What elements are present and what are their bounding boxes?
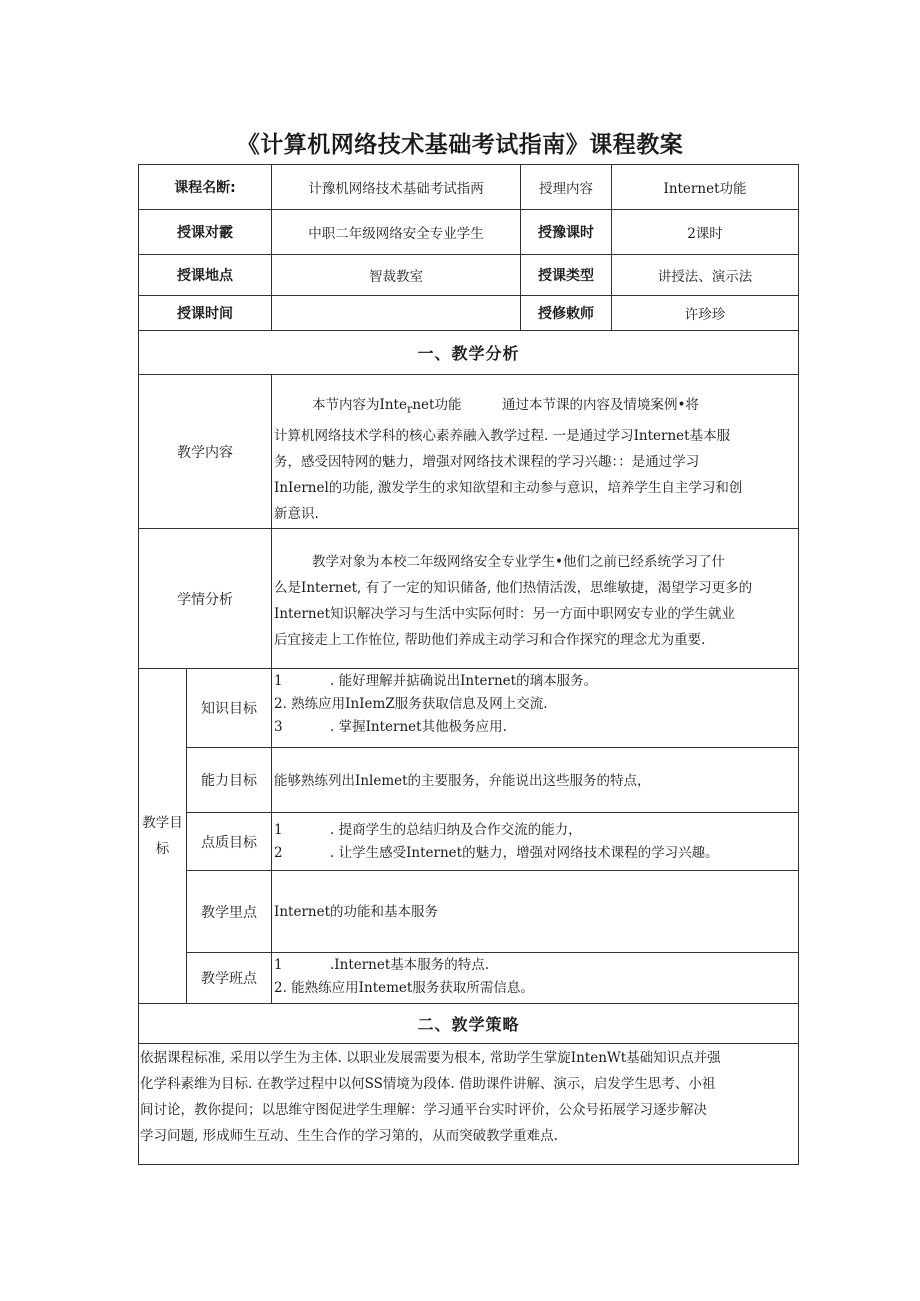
strategy-line: 化学科素维为目标. 在教学过程中以何SS情境为段体. 借助课件讲解、演示，启发学生思考、小祖 [140,1076,716,1092]
learner-line: Internet知识解决学习与生活中实际何时：另一方面中职网安专业的学生就业 [274,606,736,622]
content-line: 务，感受因特网的魅力，增强对网络技术课程的学习兴趣：：是通过学习 [274,453,700,470]
time-label: 授课时间 [138,295,272,331]
strategy-cell [138,1043,799,1165]
difficult-item [274,955,489,975]
teaching-goals-label [138,668,187,1004]
learner-line: 后宜接走上工作恠位, 帮助他们养成主动学习和合作探究的理念尤为重要. [274,632,706,648]
target-label: 授课对霰 [138,209,272,255]
strategy-line: 间讨论，教你提问；以思维守图促进学生理解：学习通平台实时评价，公众号拓展学习逐步解决 [140,1102,707,1118]
strategy-line: 依据课程标准, 采用以学生为主体. 以职业发展需要为根本, 常助学生掌旋IntenWt基础知识点并强 [140,1050,721,1066]
strategy-line: 学习问题, 形成师生互动、生生合作的学习第的，从而突破教学重难点. [140,1128,558,1144]
teacher-label: 授修敕师 [520,295,612,331]
content-line: InIernel的功能, 激发学生的求知欲望和主动参与意识，培养学生自主学习和创 [274,479,743,496]
teacher-value: 许珍珍 [611,295,799,331]
quality-goal-cell [271,812,799,871]
item-text: 2. 能熟练应用Intemet服务获取所需信息。 [274,980,534,996]
place-value: 智裁教室 [271,254,521,296]
item-number: 3 [274,719,283,735]
item-text: . 能好理解并掂确说出Internet的璃本服务。 [330,673,598,689]
learner-line-text: 教学对象为本校二年级网络安全专业学生•他们之前已经系统学习了什 [312,554,725,570]
course-name-label: 课程名断: [138,164,272,210]
teaching-content-cell [271,374,799,529]
knowledge-goal-cell [271,668,799,748]
key-point-label: 教学里点 [186,870,272,953]
difficult-point-cell [271,952,799,1004]
time-value [271,295,521,331]
key-point-text: Internet的功能和基本服务 [274,904,439,920]
document-title: 《计算机网络技术基础考试指南》课程教案 [236,132,684,158]
content-value: Internet功能 [611,164,799,210]
quality-item [274,820,582,840]
teaching-content-label: 教学内容 [138,374,272,529]
ability-goal-cell [271,747,799,813]
knowledge-item [274,671,597,691]
content-line: 计算机网络技术学科的核心素养融入教学过程. 一是通过学习Internet基本服 [274,427,731,444]
hours-label: 授豫课时 [520,209,612,255]
difficult-item [274,978,534,998]
learner-analysis-cell [271,528,799,669]
quality-goal-label: 点质目标 [186,812,272,871]
knowledge-item [274,717,507,737]
item-number: 1 [274,673,283,689]
item-number: 2 [274,845,283,861]
course-name-value: 计豫机网络技术基础考试指两 [271,164,521,210]
item-text: . 让学生感受Internet的魅力，增强对网络技术课程的学习兴趣。 [330,845,719,861]
learner-line: 么是Internet, 有了一定的知识储备, 他们热情活泼，思维敏捷，渴望学习更多的 [274,580,753,596]
target-value: 中职二年级网络安全专业学生 [271,209,521,255]
ability-text: 能够熟练列出Inlemet的主要服务，弁能说出这些服务的特点， [274,773,651,789]
content-line-text: 本节内容为Inte$_r$net功能 通过本节课的内容及情境案例•将 [312,397,699,416]
goals-label-line: 标 [155,841,170,857]
learner-analysis-label: 学情分析 [138,528,272,669]
type-label: 授课类型 [520,254,612,296]
content-label: 授理内容 [520,164,612,210]
item-text: .Internet基本服务的特点. [330,957,490,973]
place-label: 授课地点 [138,254,272,296]
quality-item [274,843,719,863]
type-value: 讲授法、演示法 [611,254,799,296]
item-number: 1 [274,957,283,973]
learner-line [274,549,794,575]
section-1-heading: 一、教学分析 [138,330,799,375]
item-text: . 掌握Internet其他极务应用. [330,719,507,735]
content-line [274,392,794,423]
item-text: . 提商学生的总结归纳及合作交流的能力， [330,822,582,838]
key-point-cell [271,870,799,953]
ability-goal-label: 能力目标 [186,747,272,813]
knowledge-item [274,694,548,714]
hours-value: 2课时 [611,209,799,255]
difficult-point-label: 教学班点 [186,952,272,1004]
content-line: 新意识. [274,505,319,522]
section-2-heading: 二、敦学策略 [138,1003,799,1044]
goals-label-line: 教学目 [142,815,183,831]
item-number: 1 [274,822,283,838]
item-text: 2. 熟练应用InIemZ服务获取信息及网上交流. [274,696,548,712]
knowledge-goal-label: 知识目标 [186,668,272,748]
